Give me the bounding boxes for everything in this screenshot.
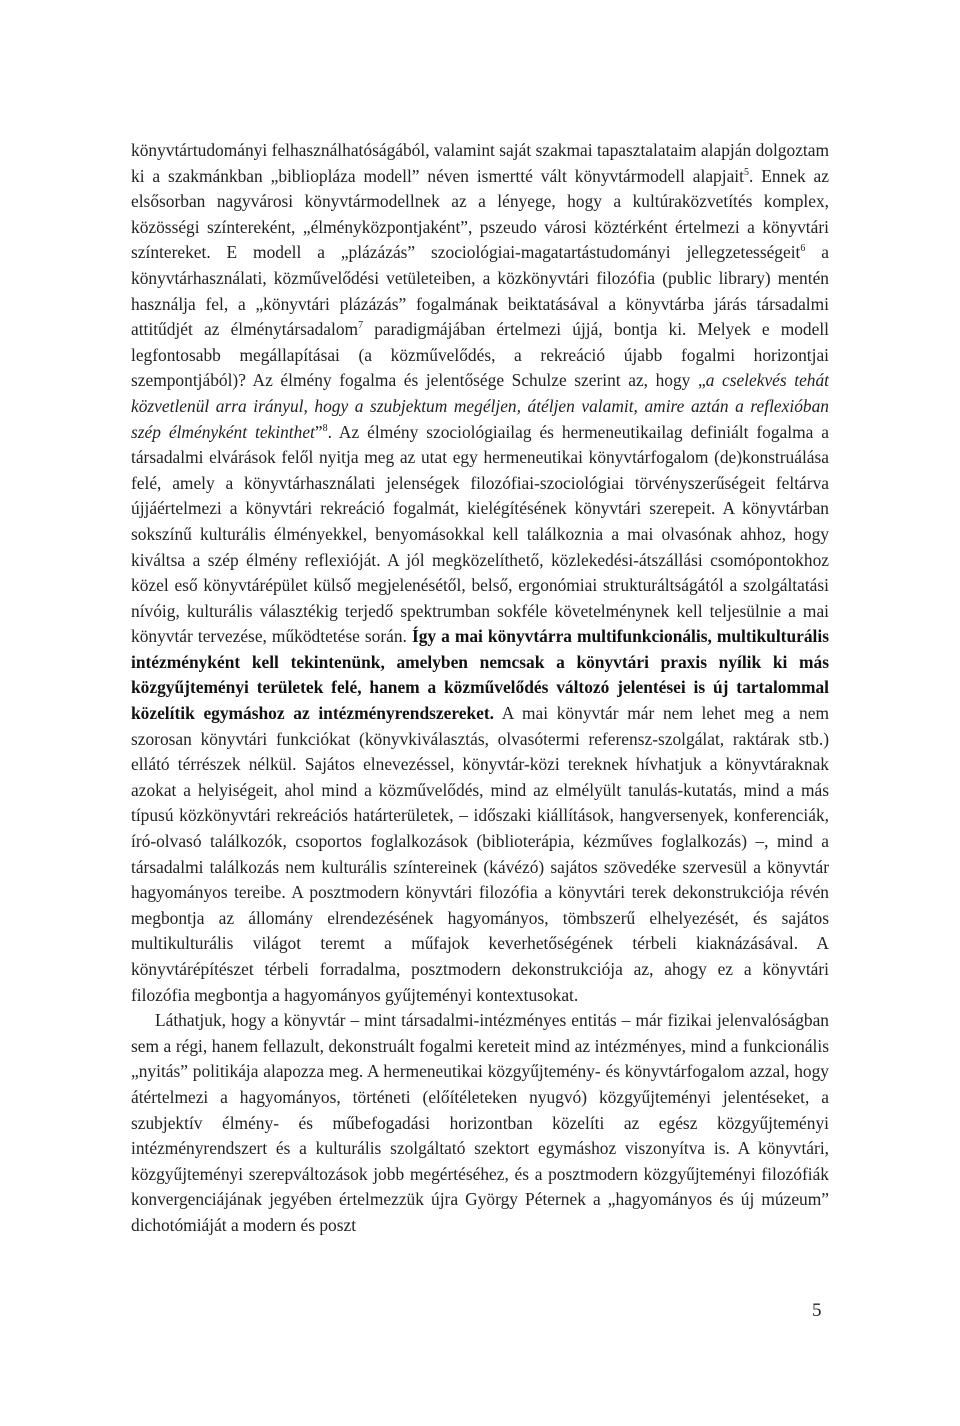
footnote-ref: 6 — [800, 243, 806, 255]
text-run: könyvtártudományi felhasználhatóságából, valamint saját szakmai tapasztalataim alapján dolgoztam ki a szakmánkban „bibliopláza modell” néven ismertté vált könyvtármodell alapjait — [131, 140, 829, 186]
footnote-ref: 7 — [358, 320, 364, 332]
footnote-ref: 5 — [743, 166, 749, 178]
text-run: Láthatjuk, hogy a könyvtár – mint társadalmi-intézményes entitás – már fizikai jelenvalóságban sem a régi, hanem fellazult, dekonstruált fogalmi kereteit mind az intézményes, mind a funkcionális „nyitás” politikája alapozza meg. A hermeneutikai közgyűjtemény- és könyvtárfogalom azzal, hogy átértelmezi a hagyományos, történeti (előítéleteken nyugvó) közgyűjteményi jelentéseket, a szubjektív élmény- és műbefogadási horizontban közelíti az egész közgyűjteményi intézményrendszert és a kulturális szolgáltató szektort egymáshoz viszonyítva is. A könyvtári, közgyűjteményi szerepváltozások jobb megértéséhez, és a posztmodern közgyűjteményi filozófiák konvergenciájának jegyében értelmezzük újra György Péternek a „hagyományos és új múzeum” dichotómiáját a modern és poszt — [131, 1010, 829, 1235]
text-run: . Az élmény szociológiailag és hermeneutikailag definiált fogalma a társadalmi elvárások felől nyitja meg az utat egy hermeneutikai könyvtárfogalom (de)konstruálása felé, amely a könyvtárhasználati jelenségek filozófiai-szociológiai törvényszerűségeit feltárva újjáértelmezi a könyvtári rekreáció fogalmát, kielégítésének könyvtári szerepeit. A könyvtárban sokszínű kulturális élményekkel, benyomásokkal kell találkoznia a mai olvasónak ahhoz, hogy kiváltsa a szép élmény reflexióját. A jól megközelíthető, közlekedési-átszállási csomópontokhoz közel eső könyvtárépület külső megjelenésétől, belső, ergonómiai strukturáltságától a szolgáltatási nívóig, kulturális választékig terjedő spektrumban sokféle követelménynek kell teljesülnie a mai könyvtár tervezése, működtetése során. — [131, 421, 829, 647]
text-run: a könyvtárhasználati, közművelődési vetületeiben, a közkönyvtári filozófia (public library) mentén használja fel, a „könyvtári plázázás” fogalmának beiktatásával a könyvtárba járás társadalmi attitűdjét az élménytársadalom — [131, 242, 829, 340]
text-run: paradigmájában értelmezi újjá, bontja ki. Melyek e modell legfontosabb megállapításai (a közművelődés, a rekreáció újabb fogalmi horizontjai szempontjából)? Az élmény fogalma és jelentősége Schulze szerint az, hogy „ — [131, 319, 829, 391]
paragraph — [131, 1008, 829, 1238]
text-run: ” — [314, 421, 323, 442]
italic-quote: a cselekvés tehát közvetlenül arra irányul, hogy a szubjektum megéljen, átéljen valamit, amire aztán a reflexióban szép élményként tekinthet — [131, 370, 830, 442]
main-text — [131, 138, 829, 1239]
text-run: A mai könyvtár már nem lehet meg a nem szorosan könyvtári funkciókat (könyvkiválasztás, olvasótermi referensz-szolgálat, raktárak stb.) ellátó térrészek nélkül. Sajátos elnevezéssel, könyvtár-közi tereknek hívhatjuk a könyvtáraknak azokat a helyiségeit, ahol mind a közművelődés, mind az elmélyült tanulás-kutatás, mind a más típusú közkönyvtári rekreációs határterületek, – időszaki kiállítások, hangversenyek, konferenciák, író-olvasó találkozók, csoportos foglalkozások (biblioterápia, kézműves foglalkozás) –, mind a társadalmi találkozás nem kulturális színtereinek (kávézó) sajátos szövedéke szervesül a könyvtár hagyományos tereibe. A posztmodern könyvtári filozófia a könyvtári terek dekonstrukciója révén megbontja az állomány elrendezésének hagyományos, tömbszerű elhelyezését, és sajátos multikulturális világot teremt a műfajok keverhetőségének térbeli kiaknázásával. A könyvtárépítészet térbeli forradalma, posztmodern dekonstrukciója az, ahogy ez a könyvtári filozófia megbontja a hagyományos gyűjteményi kontextusokat. — [131, 703, 829, 1005]
bold-text: Így a mai könyvtárra multifunkcionális, multikulturális intézményként kell tekintenünk, amelyben nemcsak a könyvtári praxis nyílik ki más közgyűjteményi területek felé, hanem a közművelődés változó jelentései is új tartalommal közelítik egymáshoz az intézményrendszereket. — [131, 626, 829, 724]
text-run: . Ennek az elsősorban nagyvárosi könyvtármodellnek az a lényege, hogy a kultúraközvetítés komplex, közösségi színtereként, „élményközpontjaként”, pszeudo városi köztérként értelmezi a könyvtári színtereket. E modell a „plázázás” szociológiai-magatartástudományi jellegzetességeit — [131, 165, 829, 263]
paragraph — [131, 138, 829, 1008]
footnote-ref: 8 — [322, 422, 328, 434]
page-number: 5 — [812, 1300, 822, 1321]
